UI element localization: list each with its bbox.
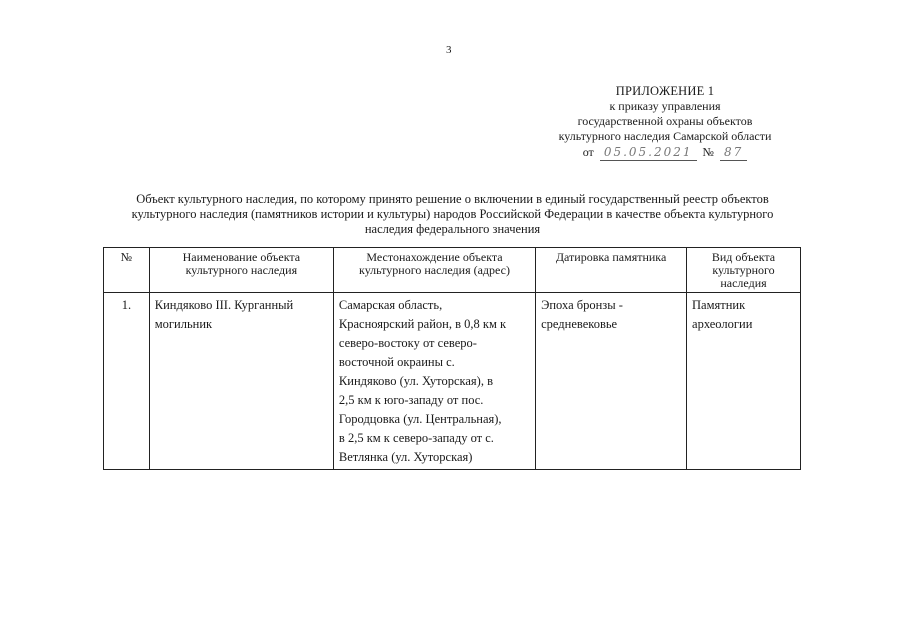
cell-type-line: археологии: [692, 317, 753, 331]
handwritten-number: 87: [720, 145, 747, 161]
appendix-line: к приказу управления: [609, 99, 721, 113]
cell-location-line: восточной окраины с.: [338, 355, 455, 369]
cell-location-line: Ветлянка (ул. Хуторская): [338, 450, 473, 464]
cell-location-line: Самарская область,: [338, 298, 443, 312]
header-type-line: культурного: [712, 263, 775, 277]
cell-location-line: северо-востоку от северо-: [338, 336, 477, 350]
header-num: №: [104, 248, 150, 293]
heritage-table: [103, 247, 801, 470]
appendix-title: ПРИЛОЖЕНИЕ 1: [615, 84, 715, 98]
header-dating: Датировка памятника: [536, 248, 687, 293]
cell-dating-line: Эпоха бронзы -: [541, 298, 623, 312]
table-header-row: [104, 248, 801, 293]
cell-name-line: могильник: [154, 317, 213, 331]
header-name: [149, 248, 333, 293]
appendix-block: [520, 84, 810, 161]
header-location-line: культурного наследия (адрес): [359, 263, 510, 277]
heading-line: наследия федерального значения: [364, 222, 541, 236]
cell-dating: [536, 293, 687, 470]
header-type-line: Вид объекта: [711, 250, 776, 264]
cell-dating-line: средневековье: [541, 317, 618, 331]
cell-num: 1.: [104, 293, 150, 470]
cell-location-line: Киндяково (ул. Хуторская), в: [338, 374, 493, 388]
order-date-line: [520, 145, 810, 161]
header-name-line: культурного наследия: [185, 263, 298, 277]
table-row: [104, 293, 801, 470]
cell-location: [333, 293, 535, 470]
cell-type: [687, 293, 801, 470]
appendix-line: культурного наследия Самарской области: [558, 129, 772, 143]
appendix-line: государственной охраны объектов: [577, 114, 753, 128]
page-number: 3: [446, 44, 452, 56]
header-type: [687, 248, 801, 293]
cell-name: [149, 293, 333, 470]
heading-line: Объект культурного наследия, по которому принято решение о включении в единый государственный реестр объектов: [136, 192, 769, 206]
cell-location-line: в 2,5 км к северо-западу от с.: [338, 431, 494, 445]
cell-location-line: Городцовка (ул. Центральная),: [338, 412, 502, 426]
header-location: [333, 248, 535, 293]
document-heading: [95, 192, 810, 237]
cell-type-line: Памятник: [692, 298, 746, 312]
date-prefix: от: [582, 145, 594, 159]
number-prefix: №: [702, 145, 714, 159]
header-location-line: Местонахождение объекта: [366, 250, 503, 264]
handwritten-date: 05.05.2021: [600, 145, 697, 161]
header-type-line: наследия: [720, 276, 767, 290]
header-name-line: Наименование объекта: [182, 250, 301, 264]
cell-location-line: 2,5 км к юго-западу от пос.: [338, 393, 484, 407]
cell-location-line: Красноярский район, в 0,8 км к: [338, 317, 507, 331]
heading-line: культурного наследия (памятников истории и культуры) народов Российской Федерации в качестве объекта культурного: [131, 207, 774, 221]
cell-name-line: Киндяково III. Курганный: [154, 298, 294, 312]
